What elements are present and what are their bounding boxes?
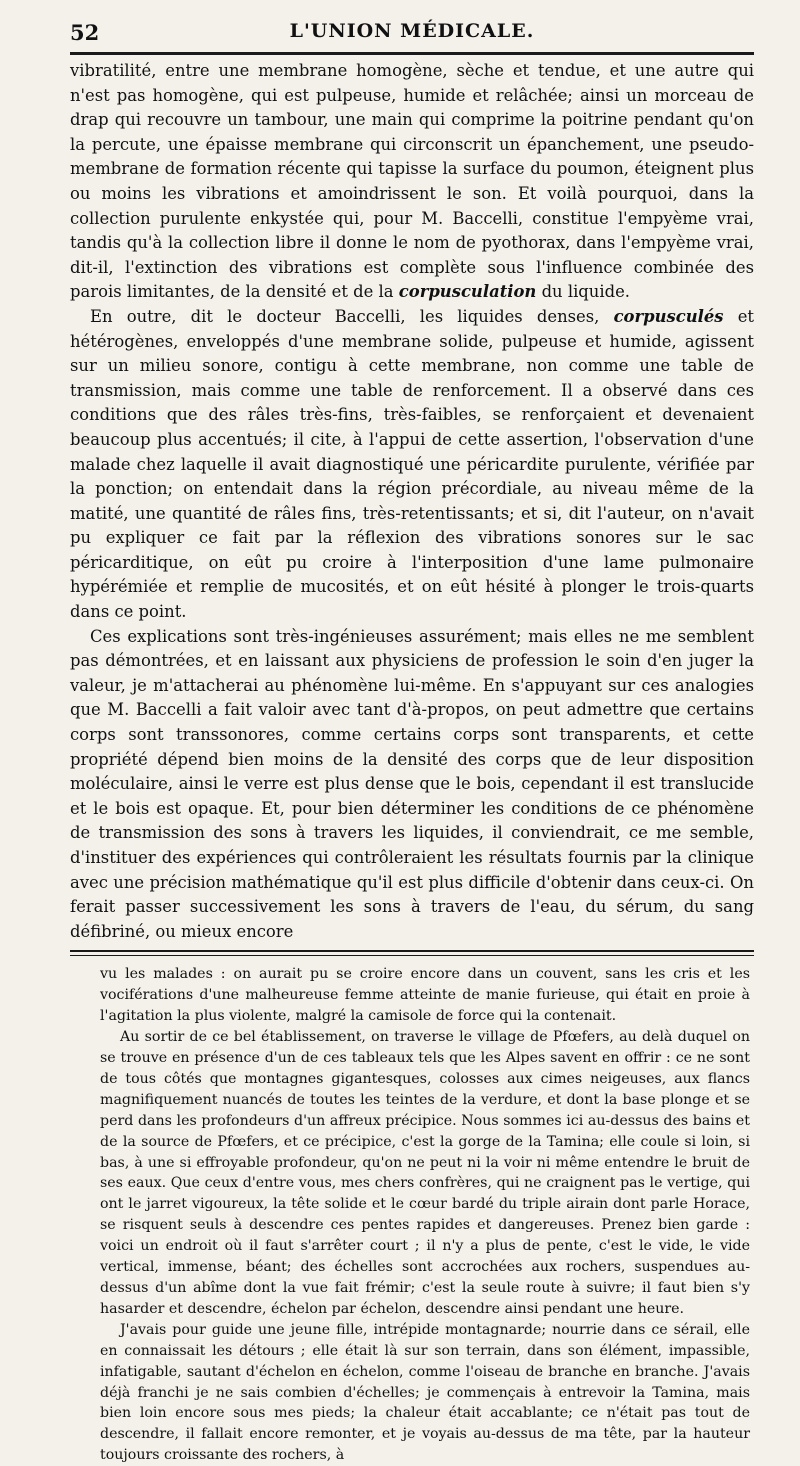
separator-rule-thin <box>70 955 754 956</box>
article-paragraph <box>70 59 754 305</box>
page-number: 52 <box>70 20 100 45</box>
article-paragraph: Ces explications sont très-ingénieuses assurément; mais elles ne me semblent pas démontrées, et en laissant aux physiciens de profession le soin d'en juger la valeur, je m'attacherai au phénomène lui-même. En s'appuyant sur ces analogies que M. Baccelli a fait valoir avec tant d'à-propos, on peut admettre que certains corps sont transsonores, comme certains corps sont transparents, et cette propriété dépend bien moins de la densité des corps que de leur disposition moléculaire, ainsi le verre est plus dense que le bois, cependant il est translucide et le bois est opaque. Et, pour bien déterminer les conditions de ce phénomène de transmission des sons à travers les liquides, il conviendrait, ce me semble, d'instituer des expériences qui contrôleraient les résultats fournis par la clinique avec une précision mathématique qu'il est plus difficile d'obtenir dans ceux-ci. On ferait passer successivement les sons à travers de l'eau, du sérum, du sang défibriné, ou mieux encore <box>70 626 754 941</box>
running-title: L'UNION MÉDICALE. <box>289 20 535 42</box>
paragraph-text: En outre, dit le docteur Baccelli, les liquides denses, <box>90 306 600 326</box>
separator-rule-thick <box>70 950 754 952</box>
main-article <box>70 59 754 944</box>
feuilleton-paragraph: J'avais pour guide une jeune fille, intrépide montagnarde; nourrie dans ce sérail, elle en connaissait les détours ; elle était là sur son terrain, dans son élément, impassible, infatigable, sautant d'échelon en échelon, comme l'oiseau de branche en branche. J'avais déjà franchi je ne sais combien d'échelles; je commençais à entrevoir la Tamina, mais bien loin encore sous mes pieds; la chaleur était accablante; ce n'était pas tout de descendre, il fallait encore remonter, et je voyais au-dessus de ma tête, par la hauteur toujours croissante des rochers, à <box>100 1321 750 1464</box>
paragraph-text: du liquide. <box>541 282 630 302</box>
article-paragraph <box>70 305 754 625</box>
feuilleton-separator <box>70 950 754 956</box>
emphasis-term: corpusculés <box>613 306 724 326</box>
paragraph-text: vibratilité, entre une membrane homogène, sèche et tendue, et une autre qui n'est pas homogène, qui est pulpeuse, humide et relâchée; ainsi un morceau de drap qui recouvre un tambour, une main qui comprime la poitrine pendant qu'on la percute, une épaisse membrane qui circonscrit un épanchement, une pseudo-membrane de formation récente qui tapisse la surface du poumon, éteignent plus ou moins les vibrations et amoindrissent le son. Et voilà pourquoi, dans la collection purulente enkystée qui, pour M. Baccelli, constitue l'empyème vrai, tandis qu'à la collection libre il donne le nom de pyothorax, dans l'empyème vrai, dit-il, l'extinction des vibrations est complète sous l'influence combinée des parois limitantes, de la densité et de la <box>70 61 754 302</box>
paragraph-text: et hétérogènes, enveloppés d'une membrane solide, pulpeuse et humide, agissent sur un milieu sonore, contigu à cette membrane, non comme une table de transmission, mais comme une table de renforcement. Il a observé dans ces conditions que des râles très-fins, très-faibles, se renforçaient et devenaient beaucoup plus accentués; il cite, à l'appui de cette assertion, l'observation d'une malade chez laquelle il avait diagnostiqué une péricardite purulente, vérifiée par la ponction; on entendait dans la région précordiale, au niveau même de la matité, une quantité de râles fins, très-retentissants; et si, dit l'auteur, on n'avait pu expliquer ce fait par la réflexion des vibrations sonores sur le sac péricarditique, on eût pu croire à l'interposition d'une lame pulmonaire hypérémiée et remplie de mucosités, et on eût hésité à plonger le trois-quarts dans ce point. <box>70 306 754 622</box>
feuilleton-paragraph: vu les malades : on aurait pu se croire encore dans un couvent, sans les cris et les vociférations d'une malheureuse femme atteinte de manie furieuse, qui était en proie à l'agitation la plus violente, malgré la camisole de force qui la contenait. <box>100 966 750 1025</box>
page-header <box>70 16 754 52</box>
emphasis-term: corpusculation <box>398 282 537 302</box>
feuilleton-section <box>70 964 754 1466</box>
feuilleton-paragraph: Au sortir de ce bel établissement, on traverse le village de Pfœfers, au delà duquel on se trouve en présence d'un de ces tableaux tels que les Alpes savent en offrir : ce ne sont de tous côtés que montagnes gigantesques, colosses aux cimes neigeuses, aux flancs magnifiquement nuancés de toutes les teintes de la verdure, et dont la base plonge et se perd dans les profondeurs d'un affreux précipice. Nous sommes ici au-dessus des bains et de la source de Pfœfers, et ce précipice, c'est la gorge de la Tamina; elle coule si loin, si bas, à une si effroyable profondeur, qu'on ne peut ni la voir ni même entendre le bruit de ses eaux. Que ceux d'entre vous, mes chers confrères, qui ne craignent pas le vertige, qui ont le jarret vigoureux, la tête solide et le cœur bardé du triple airain dont parle Horace, se risquent seuls à descendre ces pentes rapides et dangereuses. Prenez bien garde : voici un endroit où il faut s'arrêter court ; il n'y a plus de pente, c'est le vide, le vide vertical, immense, béant; des échelles sont accrochées aux rochers, suspendues au-dessus d'un abîme dont la vue fait frémir; c'est la seule route à suivre; il faut bien s'y hasarder et descendre, échelon par échelon, descendre ainsi pendant une heure. <box>100 1029 750 1317</box>
header-rule <box>70 52 754 55</box>
